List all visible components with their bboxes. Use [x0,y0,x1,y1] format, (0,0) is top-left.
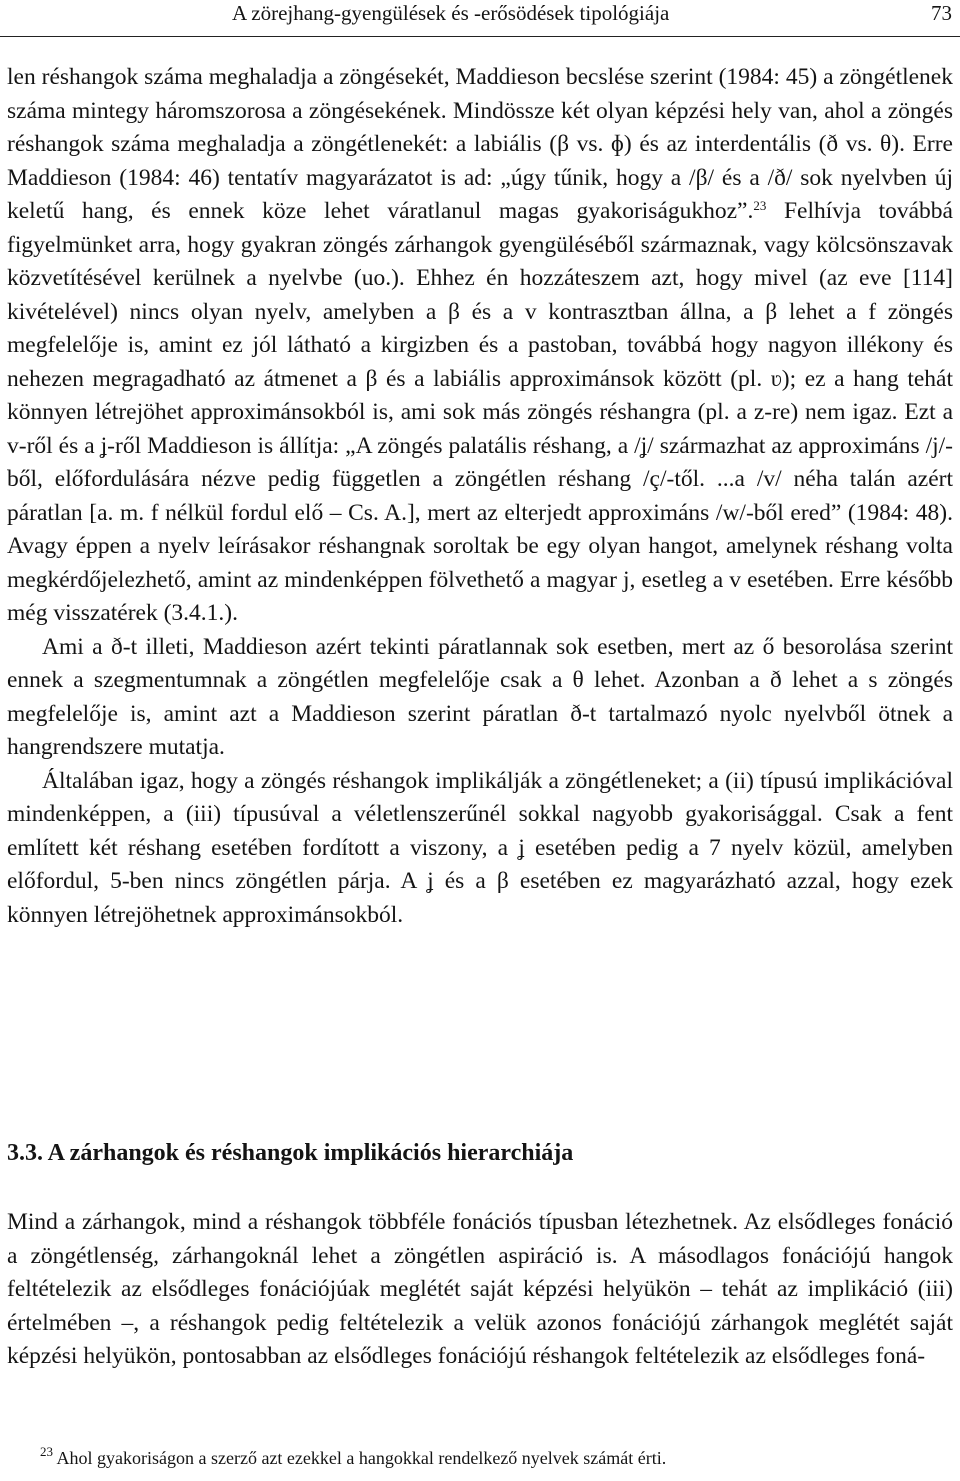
paragraph: Ami a ð-t illeti, Maddieson azért tekinti páratlannak sok esetben, mert az ő besorolása szerint ennek a szegmentumnak a zöngétlen megfelelője csak a θ lehet. Azonban a ð lehet a s zöngés megfelelője is, amint azt a Maddieson szerint páratlan ð-t tartalmazó nyolc nyelvből ötnek a hangrendszere mutatja. [7,633,953,760]
paragraph: Mind a zárhangok, mind a réshangok többféle fonációs típusban létezhetnek. Az elsődleges fonáció a zöngétlenség, zárhangoknál lehet a zöngétlen aspiráció is. A másodlagos fonációjú hangok feltételezik az elsődleges fonációjúak meglétét saját képzési helyükön – tehát az implikáció (iii) értelmében –, a réshangok pedig feltételezik a velük azonos fonációjú zárhangok meglétét saját képzési helyükön, pontosabban az elsődleges fonációjú réshangok feltételezik az elsődleges foná- [7,1209,953,1369]
running-title: A zörejhang-gyengülések és -erősödések tipológiája [232,1,670,25]
footnote-text: Ahol gyakoriságon a szerző azt ezekkel a hangokkal rendelkező nyelvek számát érti. [56,1448,667,1468]
section-heading: 3.3. A zárhangok és réshangok implikációs hierarchiája [7,1140,574,1166]
page-number: 73 [931,1,952,25]
paragraph-text: len réshangok száma meghaladja a zöngésekét, Maddieson becslése szerint (1984: 45) a zöngétlenek száma mintegy háromszorosa a zöngésekének. Mindössze két olyan képzési hely van, ahol a zöngés réshangok száma meghaladja a zöngétlenekét: a labiális (β vs. ɸ) és az interdentális (ð vs. θ). Erre Maddieson (1984: 46) tentatív magyarázatot is ad: „úgy tűnik, hogy a /β/ és a /ð/ sok nyelvben új keletű hang, és ennek köze lehet váratlanul magas gyakoriságukhoz”. [7,64,953,224]
footnote [40,1444,940,1469]
paragraph-text-continued: Felhívja továbbá figyelmünket arra, hogy gyakran zöngés zárhangok gyengüléséből származnak, vagy kölcsönszavak közvetítésével kerülnek a nyelvbe (uo.). Ehhez én hozzáteszem azt, hogy mivel (az eve [114] kivételével) nincs olyan nyelv, amelyben a β és a v kontrasztban állna, a β lehet a f zöngés megfelelője is, amint ez jól látható a kirgizben és a pastoban, továbbá hogy nagyon illékony és nehezen megragadható az átmenet a β és a labiális approximánsok között (pl. ʋ); ez a hang tehát könnyen létrejöhet approximánsokból is, ami sok más zöngés réshangra (pl. a z-re) nem igaz. Ezt a v-ről és a ʝ-ről Maddieson is állítja: „A zöngés palatális réshang, a /ʝ/ származhat az approximáns /j/-ből, előfordulására nézve pedig független a zöngétlen réshang /ç/-től. ...a /v/ néha talán azért páratlan [a. m. f nélkül fordul elő – Cs. A.], mert az elterjedt approximáns /w/-ből ered” (1984: 48). Avagy éppen a nyelv leírásakor réshangnak soroltak be egy olyan hangot, amelynek réshang volta megkérdőjelezhető, amint az mindenképpen fölvethető a magyar j, esetleg a v esetében. Erre később még visszatérek (3.4.1.). [7,198,953,626]
paragraph [7,61,953,631]
page-header [0,0,960,37]
main-text [7,61,953,932]
paragraph: Általában igaz, hogy a zöngés réshangok implikálják a zöngétleneket; a (ii) típusú implikációval mindenképpen, a (iii) típusúval a véletlenszerűnél sokkal nagyobb gyakorisággal. Csak a fent említett két réshang esetében fordított a viszony, a ʝ esetében pedig a 7 nyelv közül, amelyben előfordul, 5-ben nincs zöngétlen párja. A ʝ és a β esetében ez magyarázható azzal, hogy ezek könnyen létrejöhetnek approximánsokból. [7,767,953,928]
footnote-reference: 23 [753,198,767,213]
section-text [7,1206,953,1374]
footnote-number: 23 [40,1444,53,1459]
